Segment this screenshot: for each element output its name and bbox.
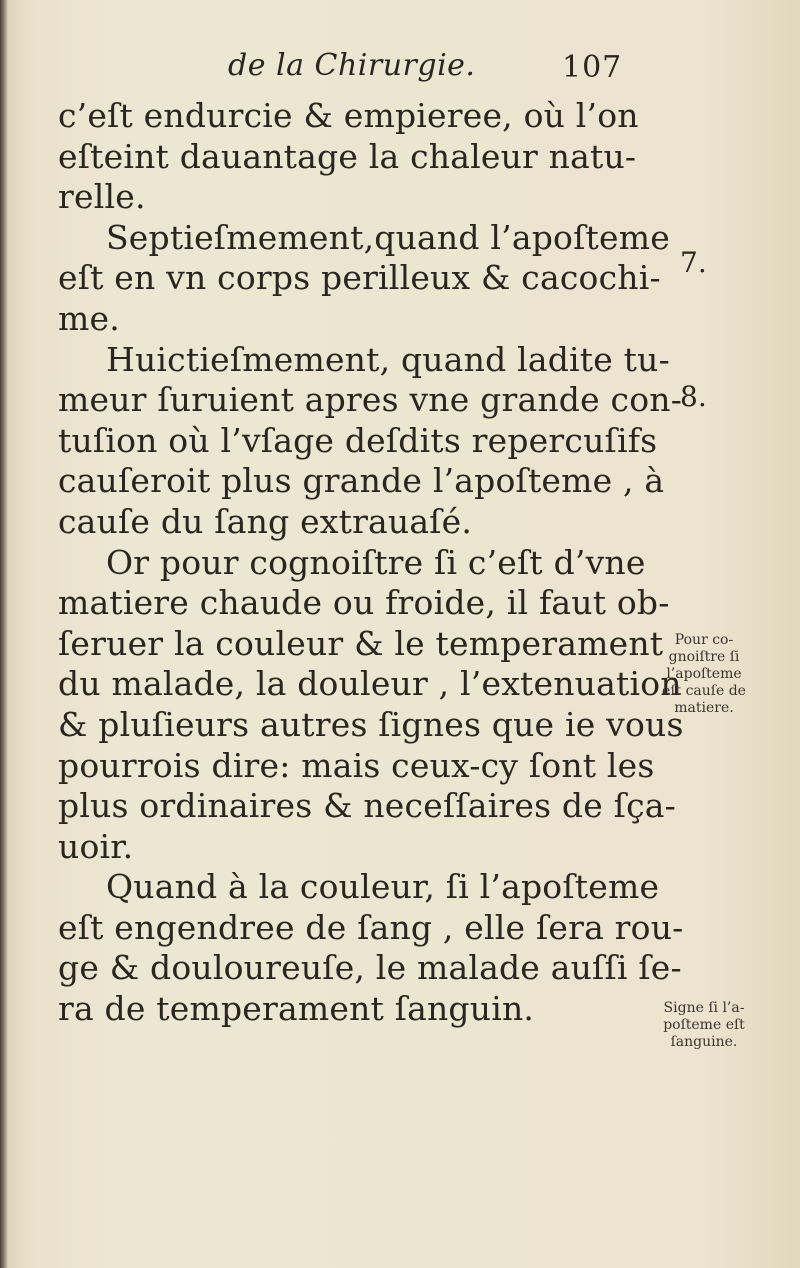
text-line: ra de temperament ſanguin.	[58, 989, 535, 1029]
margin-note-line: eſt cauſe de	[662, 683, 746, 699]
text-line: ge & douloureuſe, le malade auſſi ſe-	[58, 948, 682, 988]
text-line: Septieſmement,quand l’apoſteme	[106, 217, 670, 257]
text-line: meur ſuruient apres vne grande con-	[58, 380, 683, 420]
text-line: c’eſt endurcie & empieree, où l’on	[58, 96, 639, 135]
running-title: de la Chirurgie.	[228, 48, 476, 83]
text-line: plus ordinaires & neceſſaires de ſça-	[58, 786, 676, 826]
text-line: & pluſieurs autres ſignes que ie vous	[58, 704, 684, 744]
text-line: eſt engendree de ſang , elle ſera rou-	[58, 907, 684, 947]
margin-note-line: l’apoſteme	[666, 666, 742, 682]
page-number: 107	[562, 50, 623, 85]
body-text	[58, 96, 684, 1030]
text-line: ſeruer la couleur & le temperament	[58, 623, 664, 663]
text-line: tuſion où l’vſage deſdits repercuſifs	[58, 420, 658, 460]
text-line: eſteint dauantage la chaleur natu-	[58, 136, 637, 176]
margin-note	[644, 632, 764, 717]
text-line: cauſe du ſang extrauaſé.	[58, 501, 473, 541]
margin-number: 8.	[680, 380, 707, 413]
margin-note-line: gnoiſtre ſi	[668, 649, 740, 665]
margin-number: 7.	[680, 246, 707, 279]
text-line: me.	[58, 298, 120, 338]
page-header	[0, 44, 800, 94]
text-line: Or pour cognoiſtre ſi c’eſt d’vne	[106, 542, 646, 582]
margin-note	[644, 1000, 764, 1051]
page-binding-edge	[0, 0, 8, 1268]
text-line: uoir.	[58, 826, 134, 866]
text-line: Quand à la couleur, ſi l’apoſteme	[106, 867, 660, 907]
margin-note-line: matiere.	[674, 700, 734, 716]
text-line: relle.	[58, 177, 146, 217]
margin-note-line: Signe ſi l’a-	[663, 1000, 745, 1016]
text-line: matiere chaude ou froide, il faut ob-	[58, 583, 670, 623]
text-line: Huictieſmement, quand ladite tu-	[106, 339, 670, 379]
margin-note-line: ſanguine.	[670, 1034, 738, 1050]
margin-note-line: Pour co-	[674, 632, 734, 648]
text-line: eſt en vn corps perilleux & cacochi-	[58, 258, 661, 298]
text-line: du malade, la douleur , l’extenuation	[58, 664, 682, 704]
text-line: cauſeroit plus grande l’apoſteme , à	[58, 461, 665, 501]
text-line: pourrois dire: mais ceux-cy ſont les	[58, 745, 655, 785]
margin-note-line: poſteme eſt	[663, 1017, 745, 1033]
